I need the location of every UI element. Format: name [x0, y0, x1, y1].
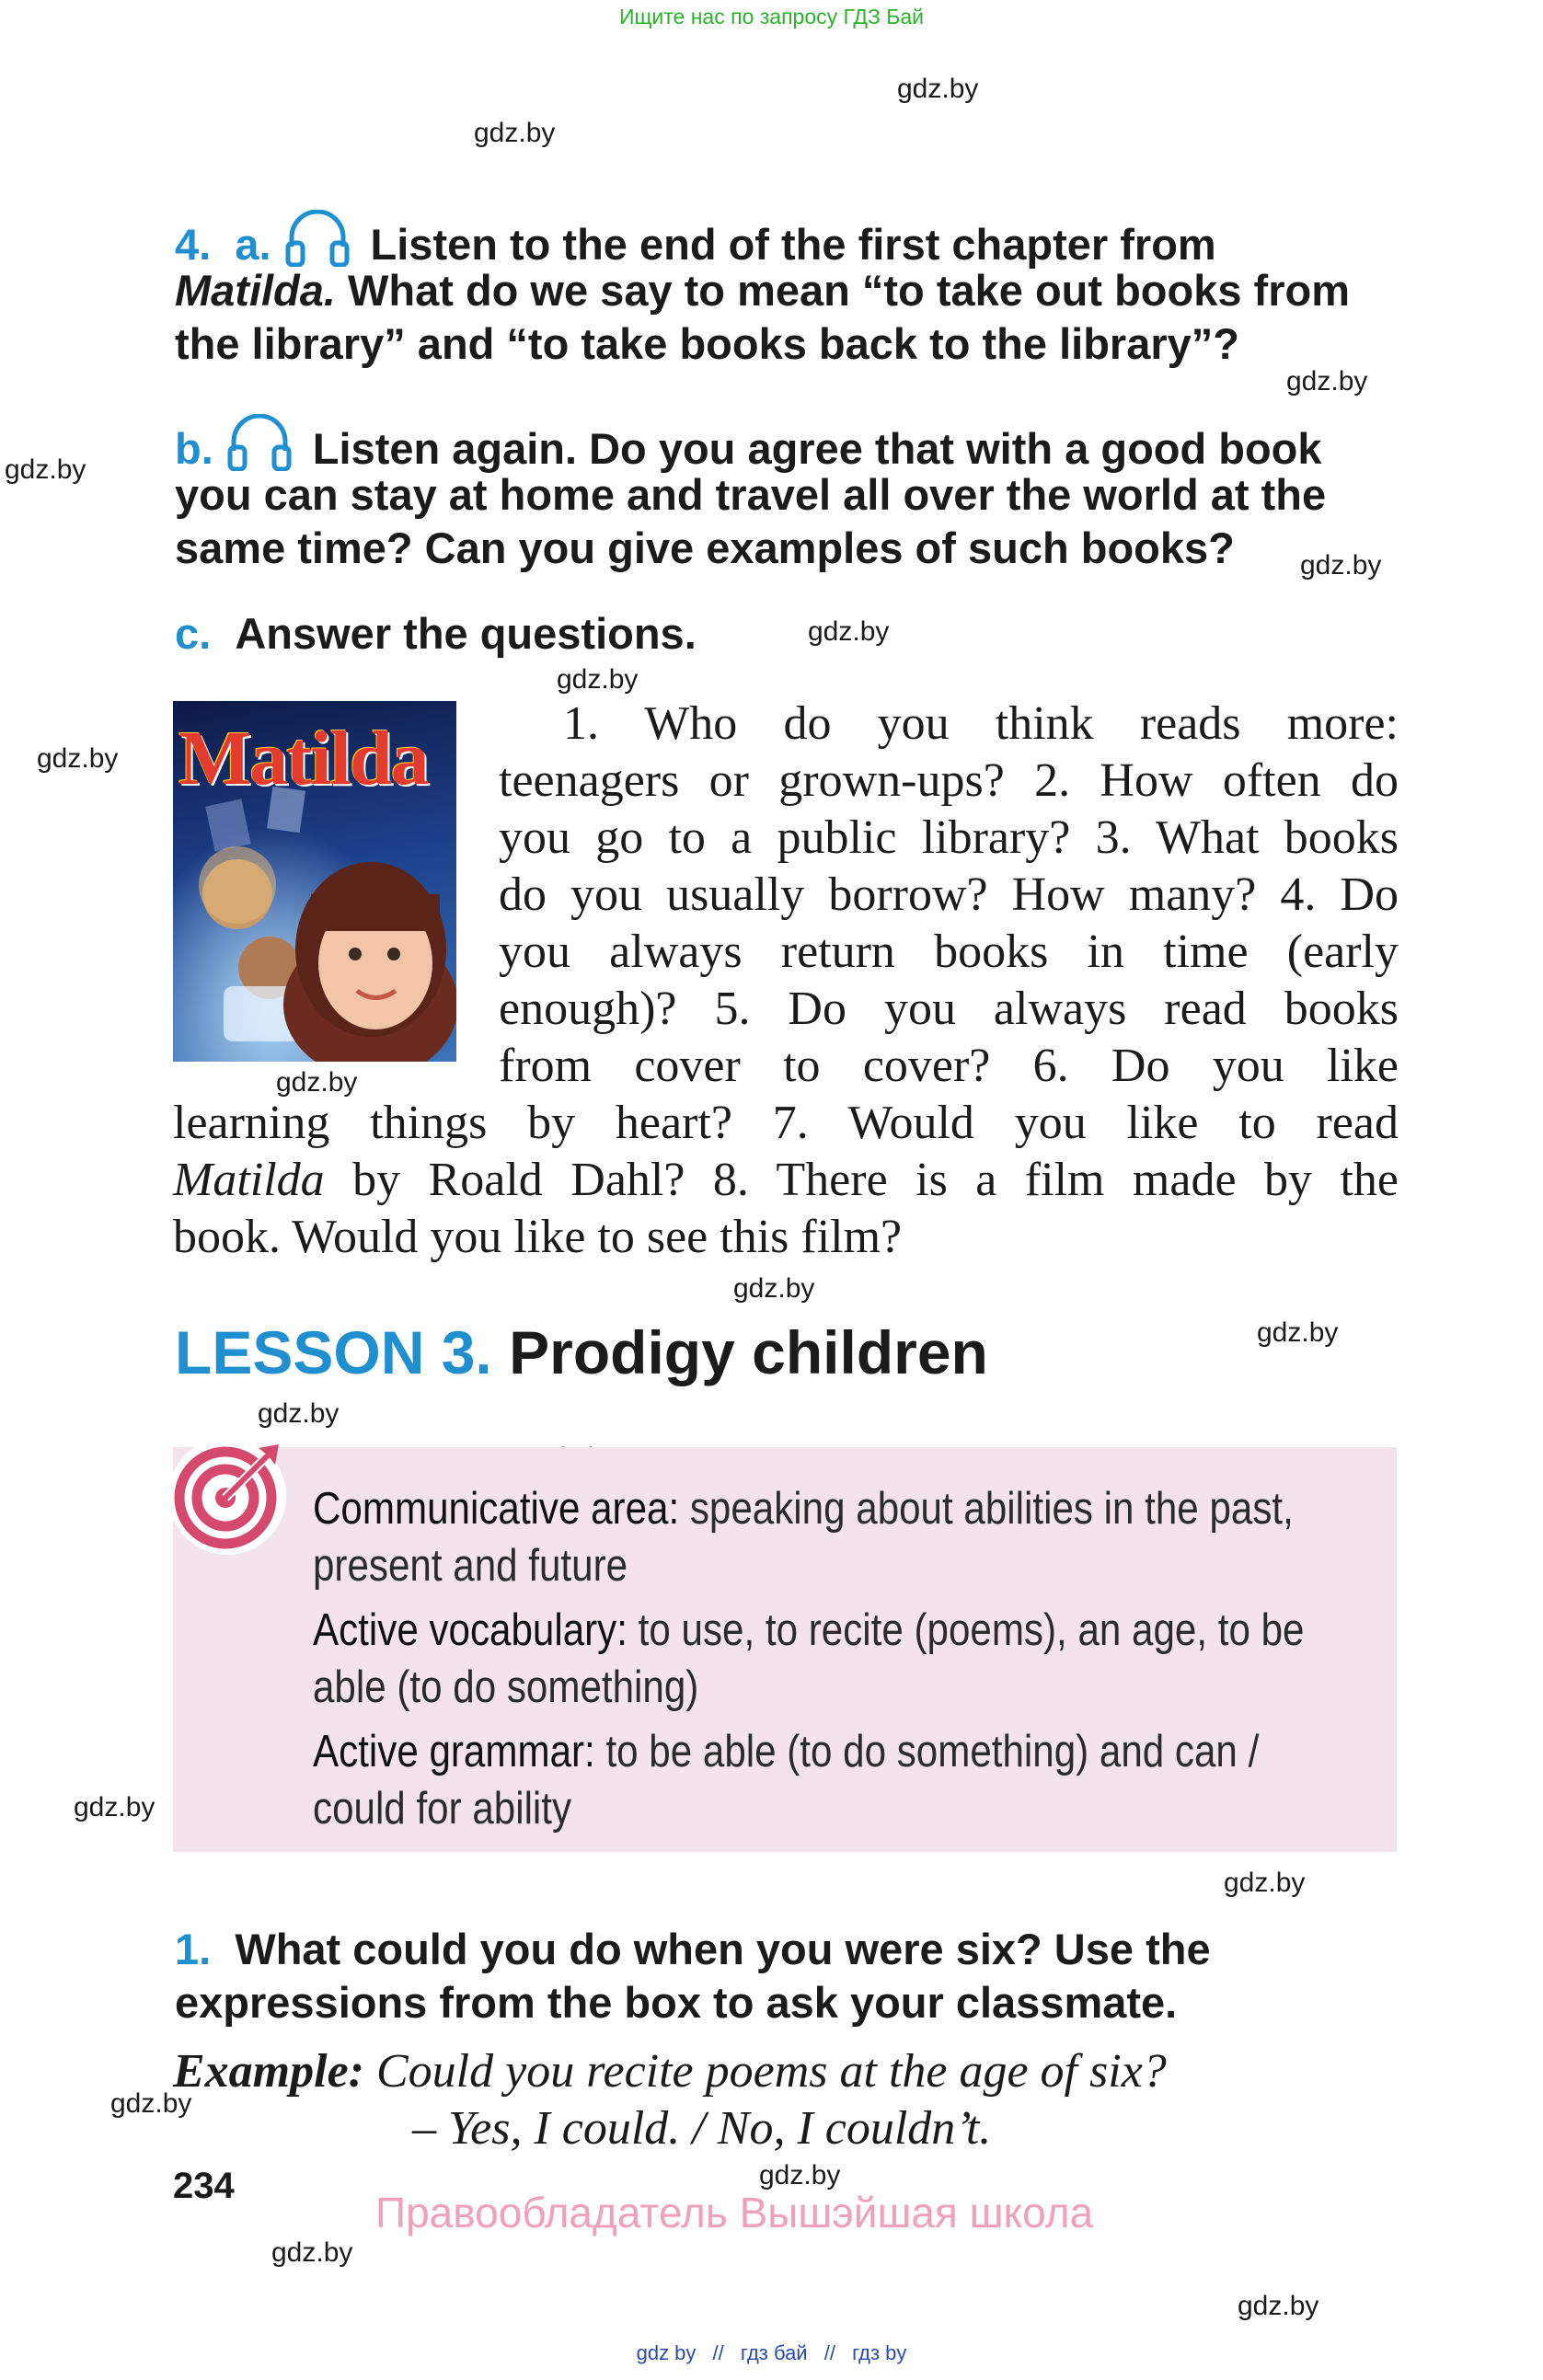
task-4a-line3: the library” and “to take books back to the library”?: [175, 319, 1239, 368]
footer-separator: //: [712, 2341, 724, 2364]
objective-grammar: Active grammar: to be able (to do something) and can /: [313, 1727, 1260, 1776]
watermark: gdz.by: [276, 1067, 358, 1098]
watermark: gdz.by: [1238, 2291, 1319, 2321]
watermark: gdz.by: [1224, 1868, 1306, 1898]
watermark: gdz.by: [1257, 1317, 1339, 1348]
question-line: from cover to cover? 6. Do you like: [499, 1040, 1399, 1092]
footer-link[interactable]: гдз бай: [740, 2341, 808, 2364]
objective-communicative-cont: present and future: [313, 1541, 628, 1591]
objective-vocabulary: Active vocabulary: to use, to recite (poems), an age, to be: [313, 1605, 1305, 1655]
task-1-line2: expressions from the box to ask your classmate.: [175, 1978, 1178, 2027]
watermark: gdz.by: [271, 2237, 353, 2268]
footer-separator: //: [823, 2341, 835, 2364]
cover-title: Matilda: [178, 716, 428, 801]
question-line: Matilda by Roald Dahl? 8. There is a film made by the: [173, 1154, 1399, 1206]
footer-link[interactable]: гдз by: [852, 2341, 907, 2364]
matilda-book-cover: [173, 701, 456, 1062]
watermark: gdz.by: [110, 2088, 192, 2119]
question-line: 1. Who do you think reads more:: [563, 697, 1399, 750]
example-question: Example: Could you recite poems at the age of six?: [173, 2045, 1167, 2098]
watermark: gdz.by: [557, 664, 639, 695]
lesson-title: Prodigy children: [509, 1318, 988, 1386]
task-4b-line2: you can stay at home and travel all over the world at the: [175, 470, 1327, 519]
example-answer: – Yes, I could. / No, I couldn’t.: [412, 2102, 992, 2155]
objective-grammar-cont: could for ability: [313, 1784, 572, 1834]
question-line: do you usually borrow? How many? 4. Do: [499, 868, 1399, 921]
question-line: you always return books in time (early: [499, 926, 1399, 978]
question-line: enough)? 5. Do you always read books: [499, 983, 1399, 1035]
question-line: teenagers or grown-ups? 2. How often do: [499, 754, 1399, 807]
watermark: gdz.by: [474, 118, 556, 148]
watermark: gdz.by: [1286, 366, 1368, 397]
watermark: gdz.by: [897, 74, 979, 104]
task-4a-line1: 4. a. Listen to the end of the first chapter from: [175, 210, 1399, 279]
lesson-heading: [175, 1317, 988, 1387]
lesson-number: LESSON 3.: [175, 1318, 492, 1386]
bottom-links: [0, 2341, 1543, 2365]
task-4a-line2: Matilda. What do we say to mean “to take out books from: [175, 266, 1350, 315]
watermark: gdz.by: [5, 454, 86, 485]
task-4c: c. Answer the questions.: [175, 609, 697, 658]
copyright-holder: Правообладатель Вышэйшая школа: [375, 2189, 1094, 2236]
task-4b-line3: same time? Can you give examples of such books?: [175, 523, 1235, 572]
question-line: book. Would you like to see this film?: [173, 1211, 903, 1263]
task-4b-line1: b. Listen again. Do you agree that with a good book: [175, 414, 1399, 483]
top-banner[interactable]: Ищите нас по запросу ГДЗ Бай: [618, 5, 925, 29]
watermark: gdz.by: [1300, 550, 1382, 581]
watermark: gdz.by: [258, 1398, 340, 1429]
task-1-line1: 1. What could you do when you were six? Use the: [175, 1925, 1211, 1973]
question-line: learning things by heart? 7. Would you like to read: [173, 1097, 1399, 1149]
watermark: gdz.by: [733, 1273, 815, 1304]
footer-link[interactable]: gdz by: [636, 2341, 697, 2364]
objective-communicative: Communicative area: speaking about abilities in the past,: [313, 1484, 1294, 1534]
watermark: gdz.by: [74, 1792, 155, 1822]
objective-vocabulary-cont: able (to do something): [313, 1662, 699, 1712]
watermark: gdz.by: [759, 2160, 841, 2190]
watermark: gdz.by: [808, 616, 890, 647]
page-number: 234: [173, 2166, 235, 2206]
target-icon: [172, 1441, 282, 1556]
watermark: gdz.by: [37, 743, 119, 774]
question-line: you go to a public library? 3. What books: [499, 811, 1399, 864]
